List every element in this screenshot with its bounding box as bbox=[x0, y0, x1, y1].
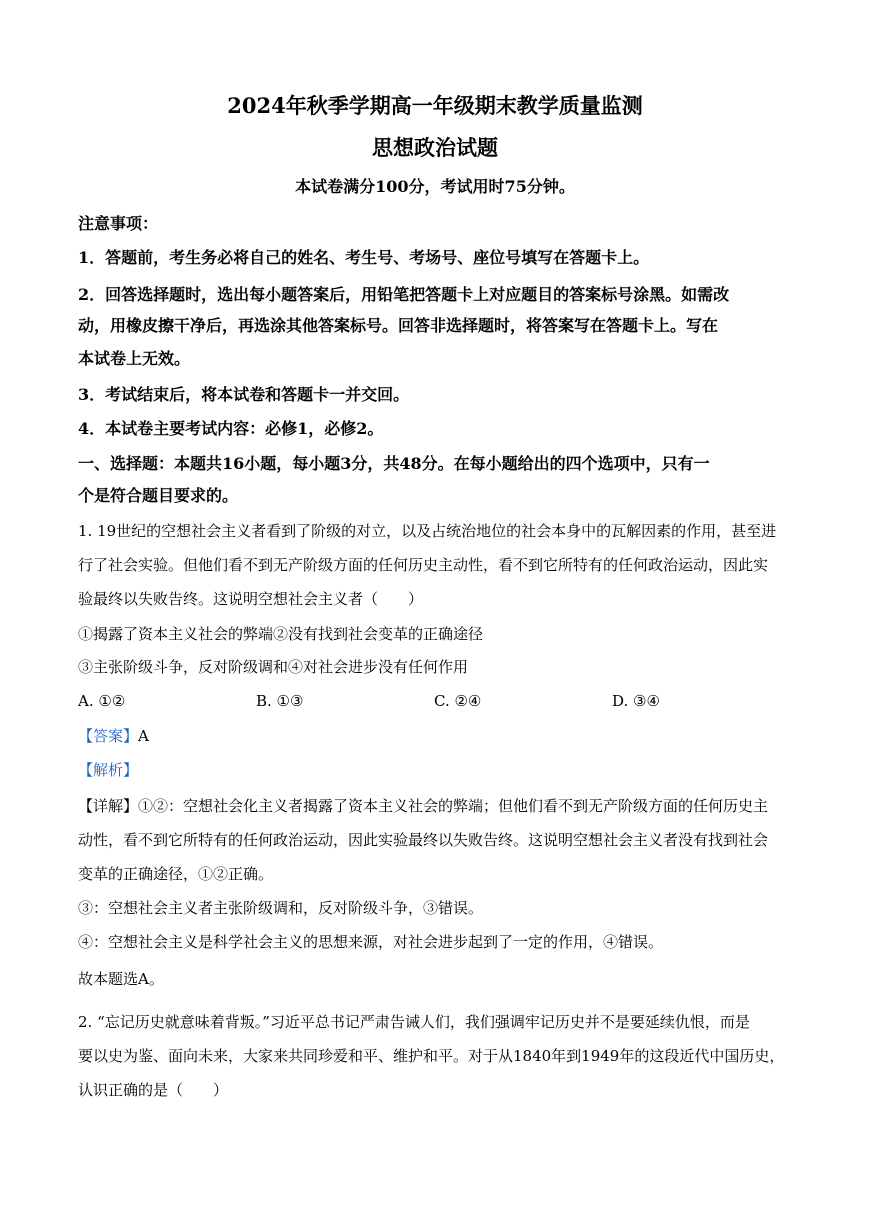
detail-line bbox=[78, 796, 768, 816]
exam-title: 2024年秋季学期高一年级期末教学质量监测 bbox=[227, 93, 643, 118]
section-heading: 一、选择题：本题共16小题，每小题3分，共48分。在每小题给出的四个选项中，只有一 bbox=[78, 454, 710, 473]
detail-line: 动性，看不到它所特有的任何政治运动，因此实验最终以失败告终。这说明空想社会主义者没有找到社会 bbox=[78, 831, 769, 849]
question-stem: 1. 19世纪的空想社会主义者看到了阶级的对立，以及占统治地位的社会本身中的瓦解因素的作用，甚至进 bbox=[78, 522, 777, 540]
detail-line: 变革的正确途径，①②正确。 bbox=[78, 865, 274, 883]
answer-value: A bbox=[138, 727, 149, 745]
detail-line: ③：空想社会主义者主张阶级调和，反对阶级斗争，③错误。 bbox=[78, 899, 484, 917]
analysis-tag: 【解析】 bbox=[78, 761, 139, 779]
question-stem: 验最终以失败告终。这说明空想社会主义者（ ） bbox=[78, 590, 424, 608]
option-b: B. ①③ bbox=[256, 692, 304, 710]
notice-line: 4．本试卷主要考试内容：必修1，必修2。 bbox=[78, 419, 384, 438]
notice-heading: 注意事项： bbox=[78, 214, 159, 233]
analysis-line bbox=[78, 760, 138, 780]
option-c: C. ②④ bbox=[434, 692, 482, 710]
question-stem: 行了社会实验。但他们看不到无产阶级方面的任何历史主动性，看不到它所特有的任何政治运动，因此实 bbox=[78, 556, 769, 574]
detail-tag: 【详解】 bbox=[78, 797, 139, 815]
detail-line: 故本题选A。 bbox=[78, 970, 164, 988]
notice-line: 3．考试结束后，将本试卷和答题卡一并交回。 bbox=[78, 385, 410, 404]
question-stem: 认识正确的是（ ） bbox=[78, 1081, 229, 1099]
question-statement: ③主张阶级斗争，反对阶级调和④对社会进步没有任何作用 bbox=[78, 658, 469, 676]
notice-line: 动，用橡皮擦干净后，再选涂其他答案标号。回答非选择题时，将答案写在答题卡上。写在 bbox=[78, 316, 719, 335]
notice-line: 本试卷上无效。 bbox=[78, 349, 191, 368]
answer-line bbox=[78, 726, 149, 746]
exam-subject: 思想政治试题 bbox=[372, 135, 498, 160]
section-heading-cont: 个是符合题目要求的。 bbox=[78, 486, 239, 505]
detail-text: ①②：空想社会化主义者揭露了资本主义社会的弊端；但他们看不到无产阶级方面的任何历史主 bbox=[138, 797, 769, 815]
notice-line: 2．回答选择题时，选出每小题答案后，用铅笔把答题卡上对应题目的答案标号涂黑。如需改 bbox=[78, 285, 730, 304]
option-a: A. ①② bbox=[78, 692, 126, 710]
option-d: D. ③④ bbox=[612, 692, 660, 710]
answer-tag: 【答案】 bbox=[78, 727, 139, 745]
question-stem: 要以史为鉴、面向未来，大家来共同珍爱和平、维护和平。对于从1840年到1949年的这段近代中国历史， bbox=[78, 1047, 785, 1065]
question-statement: ①揭露了资本主义社会的弊端②没有找到社会变革的正确途径 bbox=[78, 625, 484, 643]
notice-line: 1．答题前，考生务必将自己的姓名、考生号、考场号、座位号填写在答题卡上。 bbox=[78, 248, 650, 267]
detail-line: ④：空想社会主义是科学社会主义的思想来源，对社会进步起到了一定的作用，④错误。 bbox=[78, 933, 664, 951]
exam-info: 本试卷满分100分，考试用时75分钟。 bbox=[295, 177, 575, 196]
question-stem: 2. “忘记历史就意味着背叛。”习近平总书记严肃告诫人们，我们强调牢记历史并不是要延续仇恨，而是 bbox=[78, 1013, 750, 1031]
